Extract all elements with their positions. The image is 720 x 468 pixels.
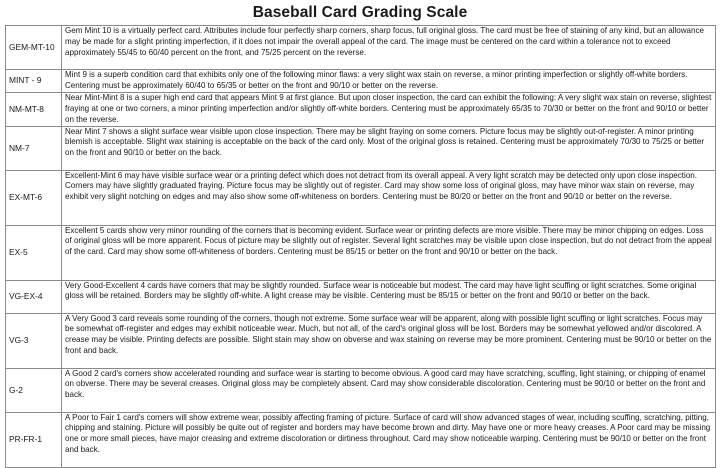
table-row <box>6 280 716 313</box>
grade-description: Excellent-Mint 6 may have visible surface wear or a printing defect which does not detract from its overall appeal. A very light scratch may be detected only upon close inspection. Corners may have slightly graduated fraying. Picture focus may be slightly out of register. Card may show some loss of original gloss, may have minor wax stain on reverse, may exhibit very slight notching on edges and may also show some off-whiteness on borders. Centering must be 80/20 or better on the front and 90/10 or better on the reverse. <box>62 170 716 225</box>
grade-description: Near Mint-Mint 8 is a super high end card that appears Mint 9 at first glance. But upon closer inspection, the card can exhibit the following: A very slight wax stain on reverse, slightest fraying at one or two corners, a minor printing imperfection and/or slightly off-white borders. Centering must be approximately 65/35 to 70/30 or better on the front and 90/10 or better on the reverse. <box>62 92 716 126</box>
grade-label: VG-3 <box>6 313 62 368</box>
grade-label: NM-7 <box>6 126 62 170</box>
table-row <box>6 313 716 368</box>
grade-label: PR-FR-1 <box>6 412 62 467</box>
table-row <box>6 170 716 225</box>
grade-label: VG-EX-4 <box>6 280 62 313</box>
table-row <box>6 26 716 70</box>
table-row <box>6 412 716 467</box>
table-row <box>6 92 716 126</box>
table-row <box>6 225 716 280</box>
grade-label: MINT - 9 <box>6 70 62 93</box>
grade-description: A Good 2 card's corners show accelerated rounding and surface wear is starting to become obvious. A good card may have scratching, scuffing, light staining, or chipping of enamel on obverse. There may be several creases. Original gloss may be completely absent. Card may show considerable discoloration. Centering must be 90/10 or better on the front and back. <box>62 368 716 412</box>
table-row <box>6 368 716 412</box>
grade-label: EX-MT-6 <box>6 170 62 225</box>
grade-description: A Poor to Fair 1 card's corners will show extreme wear, possibly affecting framing of picture. Surface of card will show advanced stages of wear, including scuffing, scratching, pitting, chipping and staining. Picture will possibly be quite out of register and borders may have become brown and dirty. May have one or more heavy creases. A Poor card may be missing one or more small pieces, have major creasing and extreme discoloration or dirtiness throughout. Card may show noticeable warping. Centering must be 90/10 or better on the front and back. <box>62 412 716 467</box>
grade-description: A Very Good 3 card reveals some rounding of the corners, though not extreme. Some surface wear will be apparent, along with possible light scuffing or light scratches. Focus may be somewhat off-register and edges may exhibit noticeable wear. Much, but not all, of the card's original gloss will be lost. Borders may be somewhat yellowed and/or discolored. A crease may be visible. Printing defects are possible. Slight stain may show on obverse and wax staining on reverse may be more prominent. Centering must be 90/10 or better on the front and back. <box>62 313 716 368</box>
table-row <box>6 126 716 170</box>
grade-description: Very Good-Excellent 4 cards have corners that may be slightly rounded. Surface wear is noticeable but modest. The card may have light scuffing or light scratches. Some original gloss will be retained. Borders may be slightly off-white. A light crease may be visible. Centering must be 85/15 or better on the front and 90/10 or better on the back. <box>62 280 716 313</box>
grade-description: Excellent 5 cards show very minor rounding of the corners that is becoming evident. Surface wear or printing defects are more visible. There may be minor chipping on edges. Loss of original gloss will be more apparent. Focus of picture may be slightly out of register. Several light scratches may be visible upon close inspection, but do not detract from the appeal of the card. Card may show some off-whiteness of borders. Centering must be 85/15 or better on the front and 90/10 or better on the back. <box>62 225 716 280</box>
grade-label: GEM-MT-10 <box>6 26 62 70</box>
grade-label: NM-MT-8 <box>6 92 62 126</box>
grading-table <box>5 25 716 468</box>
page-title: Baseball Card Grading Scale <box>252 4 468 21</box>
table-row <box>6 70 716 93</box>
grade-description: Mint 9 is a superb condition card that exhibits only one of the following minor flaws: a very slight wax stain on reverse, a minor printing imperfection or slightly off-white borders. Centering must be approximately 60/40 to 65/35 or better on the front and 90/10 or better on the reverse. <box>62 70 716 93</box>
grade-label: EX-5 <box>6 225 62 280</box>
grade-description: Near Mint 7 shows a slight surface wear visible upon close inspection. There may be slight fraying on some corners. Picture focus may be slightly out-of-register. A minor printing blemish is acceptable. Slight wax staining is acceptable on the back of the card only. Most of the original gloss is retained. Centering must be approximately 70/30 to 75/25 or better on the front and 90/10 or better on the back. <box>62 126 716 170</box>
grade-description: Gem Mint 10 is a virtually perfect card. Attributes include four perfectly sharp corners, sharp focus, full original gloss. The card must be free of staining of any kind, but an allowance may be made for a slight printing imperfection, if it does not impair the overall appeal of the card. The image must be centered on the card within a tolerance not to exceed approximately 55/45 to 60/40 percent on the front, and 75/25 percent on the reverse. <box>62 26 716 70</box>
grade-label: G-2 <box>6 368 62 412</box>
